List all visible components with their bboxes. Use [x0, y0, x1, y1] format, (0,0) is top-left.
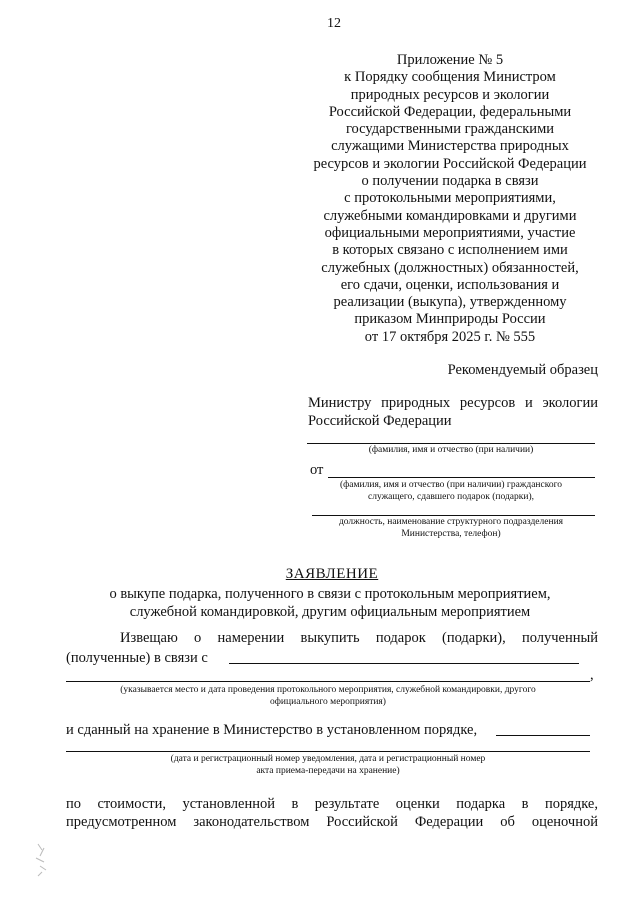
appendix-header [300, 52, 600, 346]
appendix-line: ресурсов и экологии Российской Федерации [313, 155, 587, 172]
appendix-line: официальными мероприятиями, участие [324, 224, 576, 241]
appendix-line: служащими Министерства природных [331, 138, 569, 155]
appendix-line: служебными командировками и другими [323, 207, 577, 224]
paragraph-1-line-2: (полученные) в связи с [66, 650, 208, 666]
appendix-line: природных ресурсов и экологии [350, 86, 550, 103]
appendix-line: его сдачи, оценки, использования и [340, 276, 560, 293]
addressee-line: Министру природных ресурсов и экологии [308, 395, 598, 411]
appendix-line: служебных (должностных) обязанностей, [321, 259, 579, 276]
document-title-text: ЗАЯВЛЕНИЕ [285, 566, 379, 582]
sender-caption [307, 479, 595, 503]
appendix-line: от 17 октября 2025 г. № 555 [364, 328, 536, 345]
paragraph-1-line-1: Извещаю о намерении выкупить подарок (подарки), полученный [120, 630, 598, 646]
position-caption [307, 516, 595, 540]
addressee-block [308, 394, 598, 430]
event-caption [66, 684, 590, 708]
appendix-line: государственными гражданскими [345, 121, 555, 138]
document-subtitle [60, 585, 600, 621]
registration-caption-line: (дата и регистрационный номер уведомления, дата и регистрационный номер [170, 754, 486, 764]
event-caption-line: официального мероприятия) [270, 697, 386, 707]
storage-fill-line-1[interactable] [496, 735, 590, 736]
appendix-line: к Порядку сообщения Министром [344, 69, 556, 86]
comma: , [590, 667, 594, 683]
subtitle-line: служебной командировкой, другим официальным мероприятием [129, 604, 531, 620]
appendix-line: приказом Минприроды России [354, 311, 546, 328]
fio-caption: (фамилия, имя и отчество (при наличии) [368, 445, 534, 455]
scan-artifact-mark [30, 840, 60, 880]
page-number: 12 [327, 16, 341, 31]
appendix-line: реализации (выкупа), утвержденному [333, 294, 567, 311]
event-fill-line-1[interactable] [229, 663, 579, 664]
document-title [0, 566, 640, 583]
sender-caption-line: (фамилия, имя и отчество (при наличии) гражданского [339, 480, 563, 490]
position-caption-line: должность, наименование структурного подразделения [338, 517, 564, 527]
appendix-line: в которых связано с исполнением ими [332, 242, 568, 259]
paragraph-3-line-2: предусмотренном законодательством Российской Федерации об оценочной [66, 814, 598, 830]
addressee-line: Российской Федерации [308, 413, 452, 429]
registration-caption-line: акта приема-передачи на хранение) [256, 766, 400, 776]
recommended-sample-label: Рекомендуемый образец [447, 362, 598, 378]
event-caption-line: (указывается место и дата проведения протокольного мероприятия, служебной командировки, другого [120, 685, 536, 695]
subtitle-line: о выкупе подарка, полученного в связи с протокольным мероприятием, [109, 586, 551, 602]
position-caption-line: Министерства, телефон) [401, 529, 501, 539]
registration-caption [66, 753, 590, 777]
sender-fill-line[interactable] [328, 477, 595, 478]
appendix-line: с протокольными мероприятиями, [344, 190, 556, 207]
from-label: от [310, 462, 324, 478]
appendix-line: о получении подарка в связи [361, 173, 539, 190]
paragraph-3-line-1: по стоимости, установленной в результате оценки подарка в порядке, [66, 796, 598, 812]
paragraph-2: и сданный на хранение в Министерство в установленном порядке, [66, 722, 478, 738]
appendix-line: Приложение № 5 [396, 52, 504, 68]
event-fill-line-2[interactable] [66, 681, 590, 682]
storage-fill-line-2[interactable] [66, 751, 590, 752]
sender-caption-line: служащего, сдавшего подарок (подарки), [368, 492, 534, 502]
appendix-line: Российской Федерации, федеральными [328, 103, 572, 120]
